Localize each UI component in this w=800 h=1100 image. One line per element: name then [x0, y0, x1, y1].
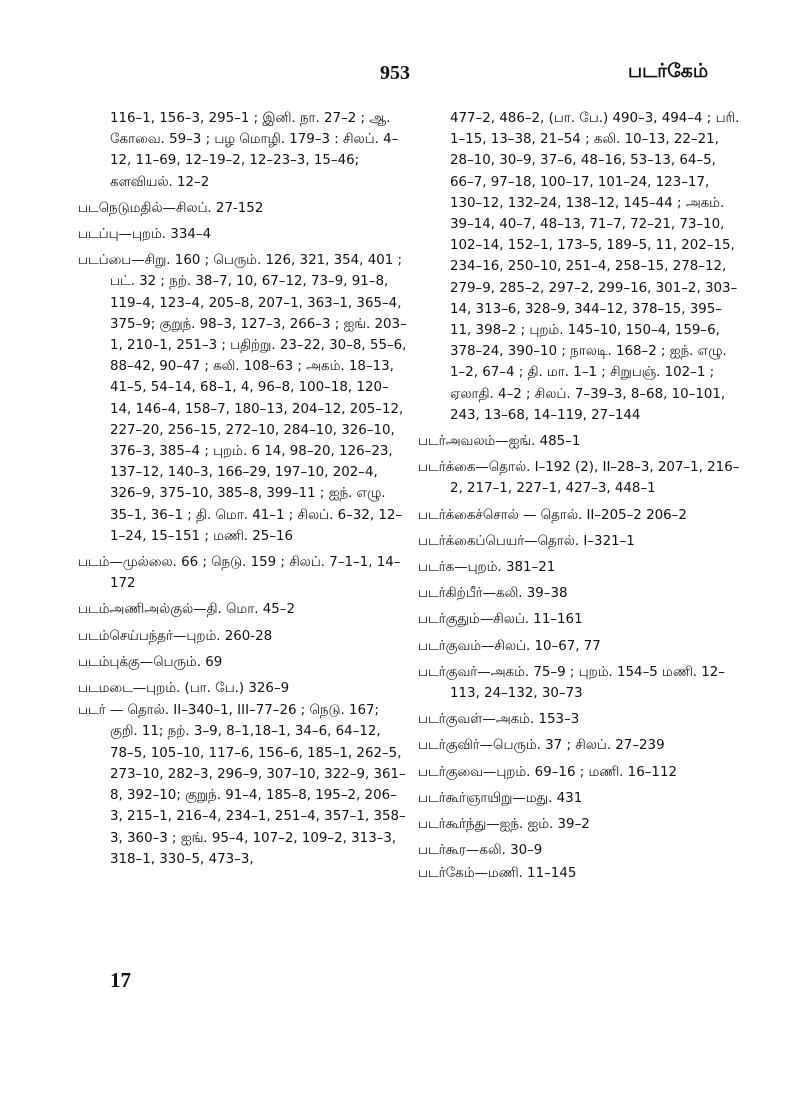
index-entry: படநெடுமதில்—சிலப். 27-152: [78, 200, 264, 216]
index-entry: படர்குவை—புறம். 69–16 ; மணி. 16–112: [418, 764, 677, 780]
index-entry: படம்புக்கு—பெரும். 69: [78, 654, 223, 670]
index-entry: படர்க்கை—தொல். I–192 (2), II–28–3, 207–1, 216–2, 217–1, 227–1, 427–3, 448–1: [418, 460, 740, 497]
index-entry: படர்குதும்—சிலப். 11–161: [418, 612, 583, 628]
index-entry: படர்குவம்—சிலப். 10–67, 77: [418, 638, 601, 654]
page-number: 953: [380, 62, 410, 84]
continued-entry: 116–1, 156–3, 295–1 ; இனி. நா. 27–2 ; ஆ. கோவை. 59–3 ; பழ மொழி. 179–3 : சிலப். 4–12, 11–69, 12–19–2, 12–23–3, 15–46; களவியல். 12–2: [110, 111, 399, 190]
right-column: [418, 108, 740, 889]
index-entry: படமடை—புறம். (பா. பே.) 326–9: [78, 681, 290, 697]
index-entry: படர்கிற்பீர்—கலி. 39–38: [418, 586, 568, 602]
index-entry: படப்பு—புறம். 334–4: [78, 227, 212, 243]
index-entry: படம்அணிஅல்குல்—தி. மொ. 45–2: [78, 602, 295, 618]
index-entry: படர்குவிர்—பெரும். 37 ; சிலப். 27–239: [418, 738, 665, 754]
index-entry: படர்க்கைப்பெயர்—தொல். I–321–1: [418, 533, 635, 549]
index-entry: படப்பை—சிறு. 160 ; பெரும். 126, 321, 354, 401 ; பட். 32 ; நற். 38–7, 10, 67–12, 73–9, 91–8, 119–4, 123–4, 205–8, 207–1, 363–1, 365–4, 375–9; குறுந். 98–3, 127–3, 266–3 ; ஐங். 203–1, 210–1, 251–3 ; பதிற்று. 23–22, 30–8, 55–6, 88–42, 90–47 ; கலி. 108–63 ; அகம். 18–13, 41–5, 54–14, 68–1, 4, 96–8, 100–18, 120–14, 146–4, 158–7, 180–13, 204–12, 205–12, 227–20, 256–15, 272–10, 284–10, 326–10, 376–3, 385–4 ; புறம். 6 14, 98–20, 126–23, 137–12, 140–3, 166–29, 197–10, 202–4, 326–9, 375–10, 385–8, 399–11 ; ஐந். எழு. 35–1, 36–1 ; தி. மொ. 41–1 ; சிலப். 6–32, 12–1–24, 15–151 ; மணி. 25–16: [78, 253, 407, 544]
index-entry: படர்குவர்—அகம். 75–9 ; புறம். 154–5 மணி. 12–113, 24–132, 30–73: [418, 664, 725, 702]
index-entry: படர்க—புறம். 381–21: [418, 560, 556, 576]
continued-entry: 477–2, 486–2, (பா. பே.) 490–3, 494–4 ; பரி. 1–15, 13–38, 21–54 ; கலி. 10–13, 22–21, 28–10, 30–9, 37–6, 48–16, 53–13, 64–5, 66–7, 97–18, 100–17, 101–24, 123–17, 130–12, 132–24, 138–12, 145–44 ; அகம். 39–14, 40–7, 48–13, 71–7, 72–21, 73–10, 102–14, 152–1, 173–5, 189–5, 11, 202–15, 234–16, 250–10, 251–4, 258–15, 278–12, 279–9, 285–2, 297–2, 299–16, 301–2, 303–14, 313–6, 328–9, 344–12, 378–15, 395–11, 398–2 ; புறம். 145–10, 150–4, 159–6, 378–24, 390–10 ; நாலடி. 168–2 ; ஐந். எழு. 1–2, 67–4 ; தி. மா. 1–1 ; சிறுபஞ். 102–1 ; ஏலாதி. 4–2 ; சிலப். 7–39–3, 8–68, 10–101, 243, 13–68, 14–119, 27–144: [450, 111, 740, 423]
signature-mark: 17: [110, 968, 131, 992]
guide-word: படர்கேம்: [628, 60, 709, 82]
index-entry: படம்—முல்லை. 66 ; நெடு. 159 ; சிலப். 7–1–1, 14–172: [78, 555, 401, 592]
index-entry: படர் — தொல். II–340–1, III–77–26 ; நெடு. 167; குறி. 11; நற். 3–9, 8–1,18–1, 34–6, 64–12, 78–5, 105–10, 117–6, 156–6, 185–1, 262–5, 273–10, 282–3, 296–9, 307–10, 322–9, 361–8, 392–10; குறுந். 91–4, 185–8, 195–2, 206–3, 215–1, 216–4, 234–1, 251–4, 357–1, 358–3, 360–3 ; ஐங். 95–4, 107–2, 109–2, 313–3, 318–1, 330–5, 473–3,: [78, 703, 406, 867]
index-entry: படர்கூர்ஞாயிறு—மது. 431: [418, 790, 583, 806]
index-entry: படர்க்கைச்சொல் — தொல். II–205–2 206–2: [418, 507, 687, 523]
index-entry: படர்கூர—கலி. 30–9: [418, 843, 543, 859]
index-entry: படர்கேம்—மணி. 11–145: [418, 865, 577, 881]
index-entry: படர்அவலம்—ஐங். 485–1: [418, 434, 581, 450]
index-entry: படர்குவள்—அகம். 153–3: [418, 712, 580, 728]
left-column: [78, 108, 408, 875]
index-entry: படம்செய்பந்தர்—புறம். 260-28: [78, 628, 273, 644]
index-entry: படர்கூர்ந்து—ஐந். ஐம். 39–2: [418, 817, 590, 833]
